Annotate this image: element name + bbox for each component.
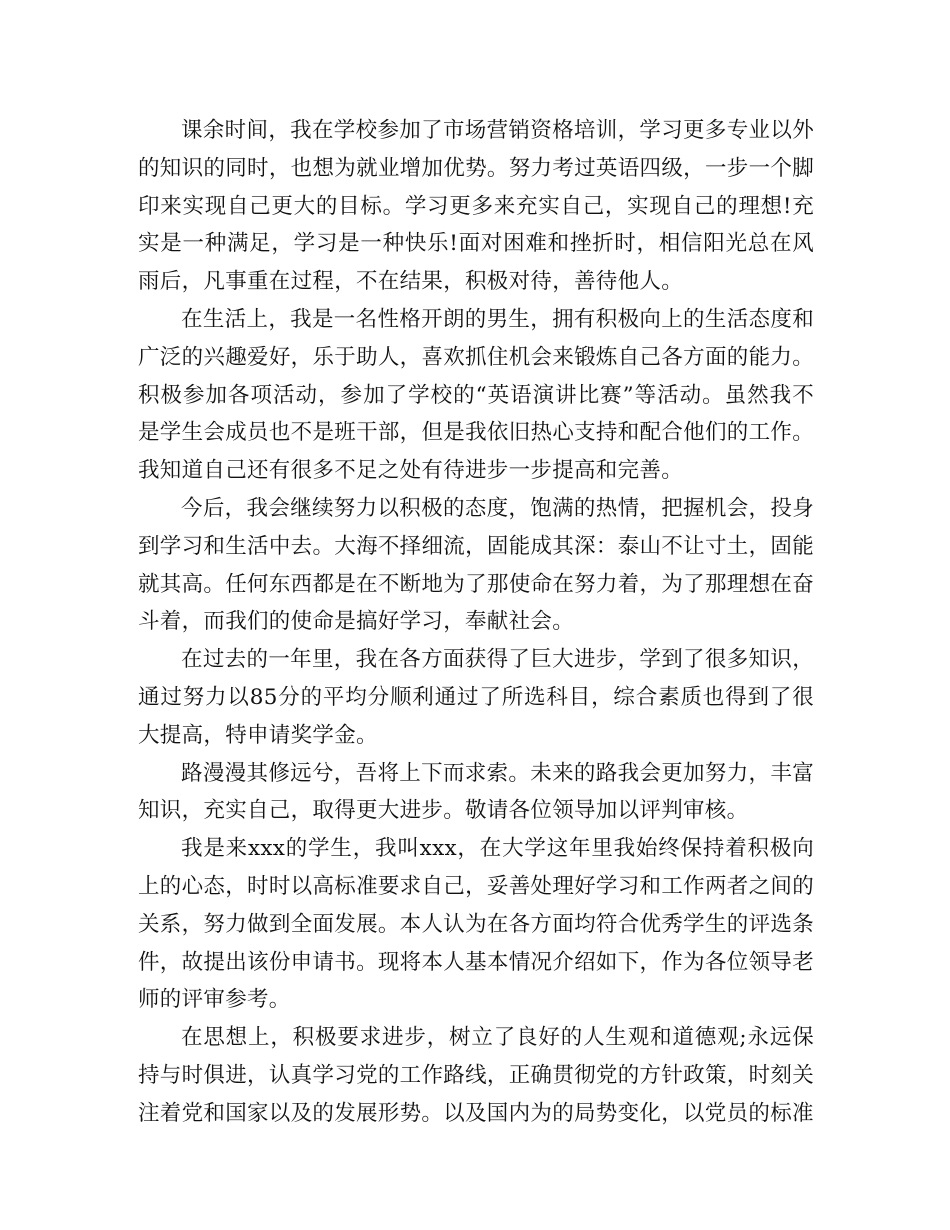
paragraph: 在过去的一年里，我在各方面获得了巨大进步，学到了很多知识，通过努力以85分的平均分顺利通过了所选科目，综合素质也得到了很大提高，特申请奖学金。 — [138, 647, 814, 748]
paragraph: 我是来xxx的学生，我叫xxx，在大学这年里我始终保持着积极向上的心态，时时以高标准要求自己，妥善处理好学习和工作两者之间的关系，努力做到全面发展。本人认为在各方面均符合优秀学生的评选条件，故提出该份申请书。现将本人基本情况介绍如下，作为各位领导老师的评审参考。 — [138, 836, 814, 1013]
document-body — [138, 112, 814, 1133]
paragraph: 今后，我会继续努力以积极的态度，饱满的热情，把握机会，投身到学习和生活中去。大海不择细流，固能成其深：泰山不让寸土，固能就其高。任何东西都是在不断地为了那使命在努力着，为了那理想在奋斗着，而我们的使命是搞好学习，奉献社会。 — [138, 495, 814, 635]
paragraph: 路漫漫其修远兮，吾将上下而求索。未来的路我会更加努力，丰富知识，充实自己，取得更大进步。敬请各位领导加以评判审核。 — [138, 760, 814, 824]
paragraph: 在生活上，我是一名性格开朗的男生，拥有积极向上的生活态度和广泛的兴趣爱好，乐于助人，喜欢抓住机会来锻炼自己各方面的能力。积极参加各项活动，参加了学校的“英语演讲比赛”等活动。虽然我不是学生会成员也不是班干部，但是我依旧热心支持和配合他们的工作。我知道自己还有很多不足之处有待进步一步提高和完善。 — [138, 306, 814, 484]
paragraph: 在思想上，积极要求进步，树立了良好的人生观和道德观;永远保持与时俱进，认真学习党的工作路线，正确贯彻党的方针政策，时刻关注着党和国家以及的发展形势。以及国内为的局势变化，以党员的标准 — [138, 1025, 814, 1126]
paragraph: 课余时间，我在学校参加了市场营销资格培训，学习更多专业以外的知识的同时，也想为就业增加优势。努力考过英语四级，一步一个脚印来实现自己更大的目标。学习更多来充实自己，实现自己的理想!充实是一种满足，学习是一种快乐!面对困难和挫折时，相信阳光总在风雨后，凡事重在过程，不在结果，积极对待，善待他人。 — [138, 118, 814, 295]
